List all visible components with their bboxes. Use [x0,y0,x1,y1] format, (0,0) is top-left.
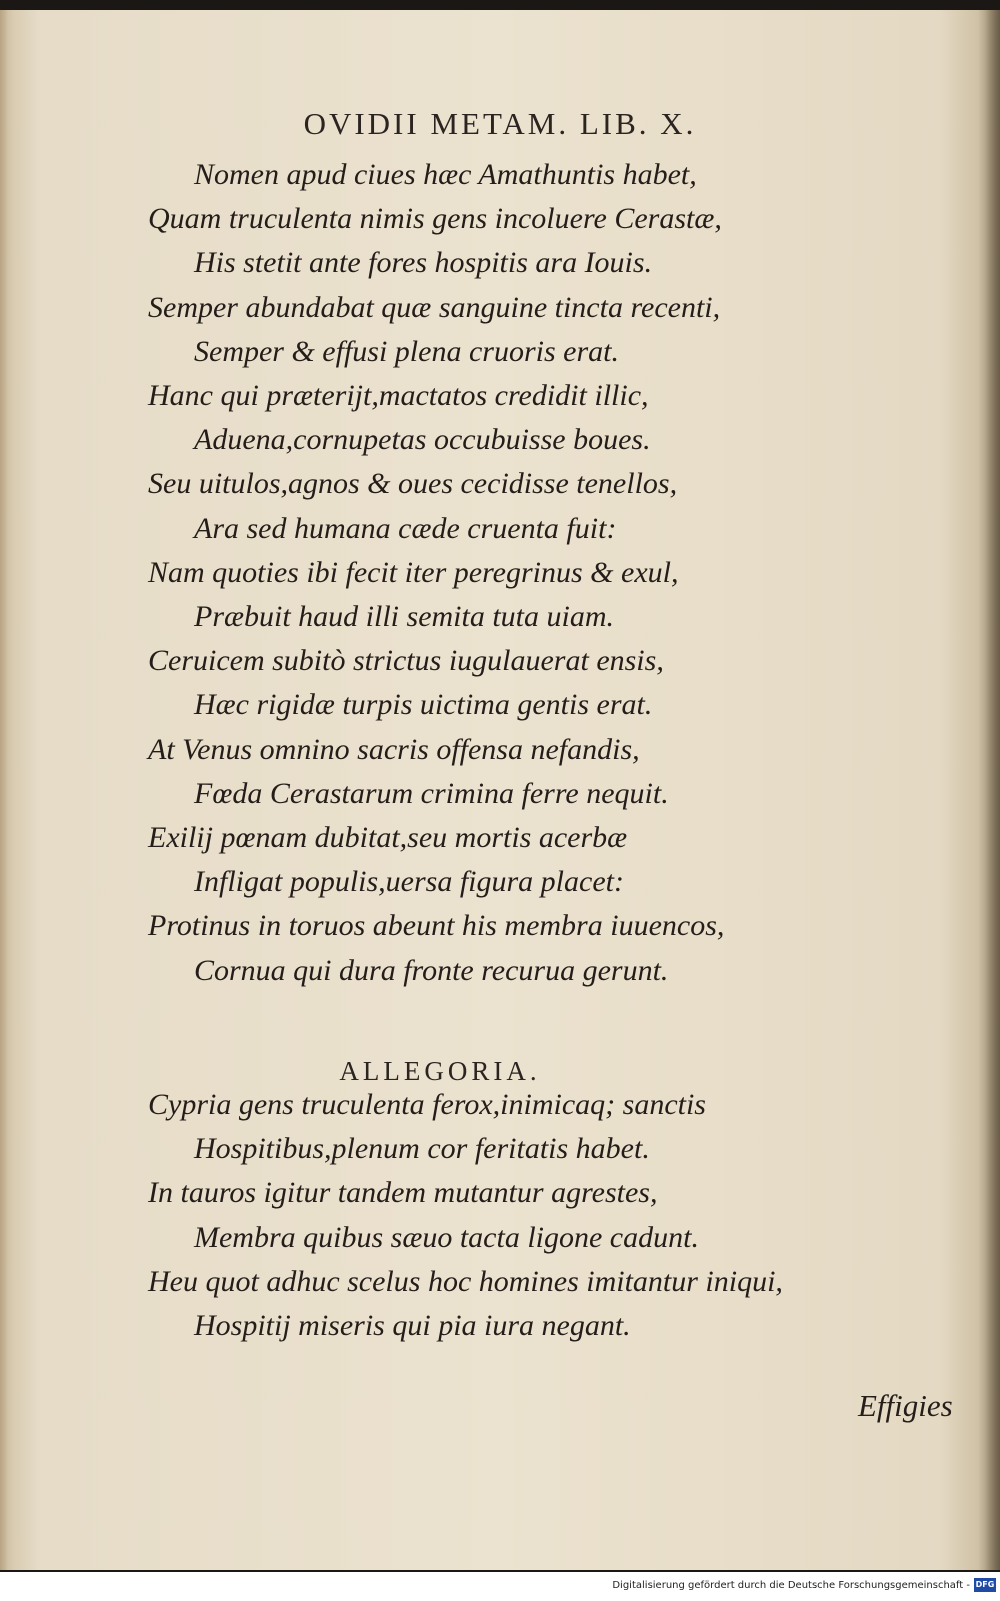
allegoria-verse-line: Heu quot adhuc scelus hoc homines imitantur iniqui, [148,1264,783,1298]
verse-line: Nomen apud ciues hæc Amathuntis habet, [194,158,697,191]
allegoria-verse-line: Membra quibus sæuo tacta ligone cadunt. [194,1220,699,1254]
verse-line: Aduena,cornupetas occubuisse boues. [194,423,651,457]
verse-line: At Venus omnino sacris offensa nefandis, [148,732,640,766]
verse-line: Hæc rigidæ turpis uictima gentis erat. [194,688,653,722]
catchword: Effigies [858,1388,953,1423]
footer-credit: Digitalisierung gefördert durch die Deutsche Forschungsgemeinschaft - [612,1580,970,1591]
verse-line: Exilij pœnam dubitat,seu mortis acerbæ [148,821,628,854]
digitization-footer [0,1572,1000,1601]
verse-line: Præbuit haud illi semita tuta uiam. [194,600,615,633]
running-head: OVIDII METAM. LIB. X. [303,106,697,141]
verse-line: Quam truculenta nimis gens incoluere Cerastæ, [148,202,722,236]
verse-line: Ceruicem subitò strictus iugulauerat ensis, [148,644,664,678]
allegoria-verse-line: Hospitibus,plenum cor feritatis habet. [194,1132,650,1166]
verse-line: His stetit ante fores hospitis ara Iouis. [194,246,653,280]
verse-line: Ara sed humana cæde cruenta fuit: [194,511,617,545]
verse-line: Semper abundabat quæ sanguine tincta recenti, [148,290,721,324]
page-left-edge [0,10,8,1570]
allegoria-verse-line: Cypria gens truculenta ferox,inimicaq; sanctis [148,1088,706,1121]
verse-line: Seu uitulos,agnos & oues cecidisse tenellos, [148,467,678,501]
allegoria-verse-line: In tauros igitur tandem mutantur agrestes, [148,1176,658,1210]
dfg-logo-icon: DFG [974,1578,996,1592]
section-title: ALLEGORIA. [339,1056,541,1086]
verse-line: Semper & effusi plena cruoris erat. [194,334,619,368]
verse-line: Protinus in toruos abeunt his membra iuuencos, [148,909,725,943]
book-page [0,10,1000,1570]
verse-line: Cornua qui dura fronte recurua gerunt. [194,953,669,987]
verse-line: Hanc qui præterijt,mactatos credidit illic, [148,379,649,412]
verse-line: Infligat populis,uersa figura placet: [194,865,624,899]
page-gutter-shadow [978,10,1000,1570]
allegoria-verse-line: Hospitij miseris qui pia iura negant. [194,1309,631,1342]
verse-line: Fœda Cerastarum crimina ferre nequit. [194,776,669,810]
verse-line: Nam quoties ibi fecit iter peregrinus & exul, [148,555,679,589]
